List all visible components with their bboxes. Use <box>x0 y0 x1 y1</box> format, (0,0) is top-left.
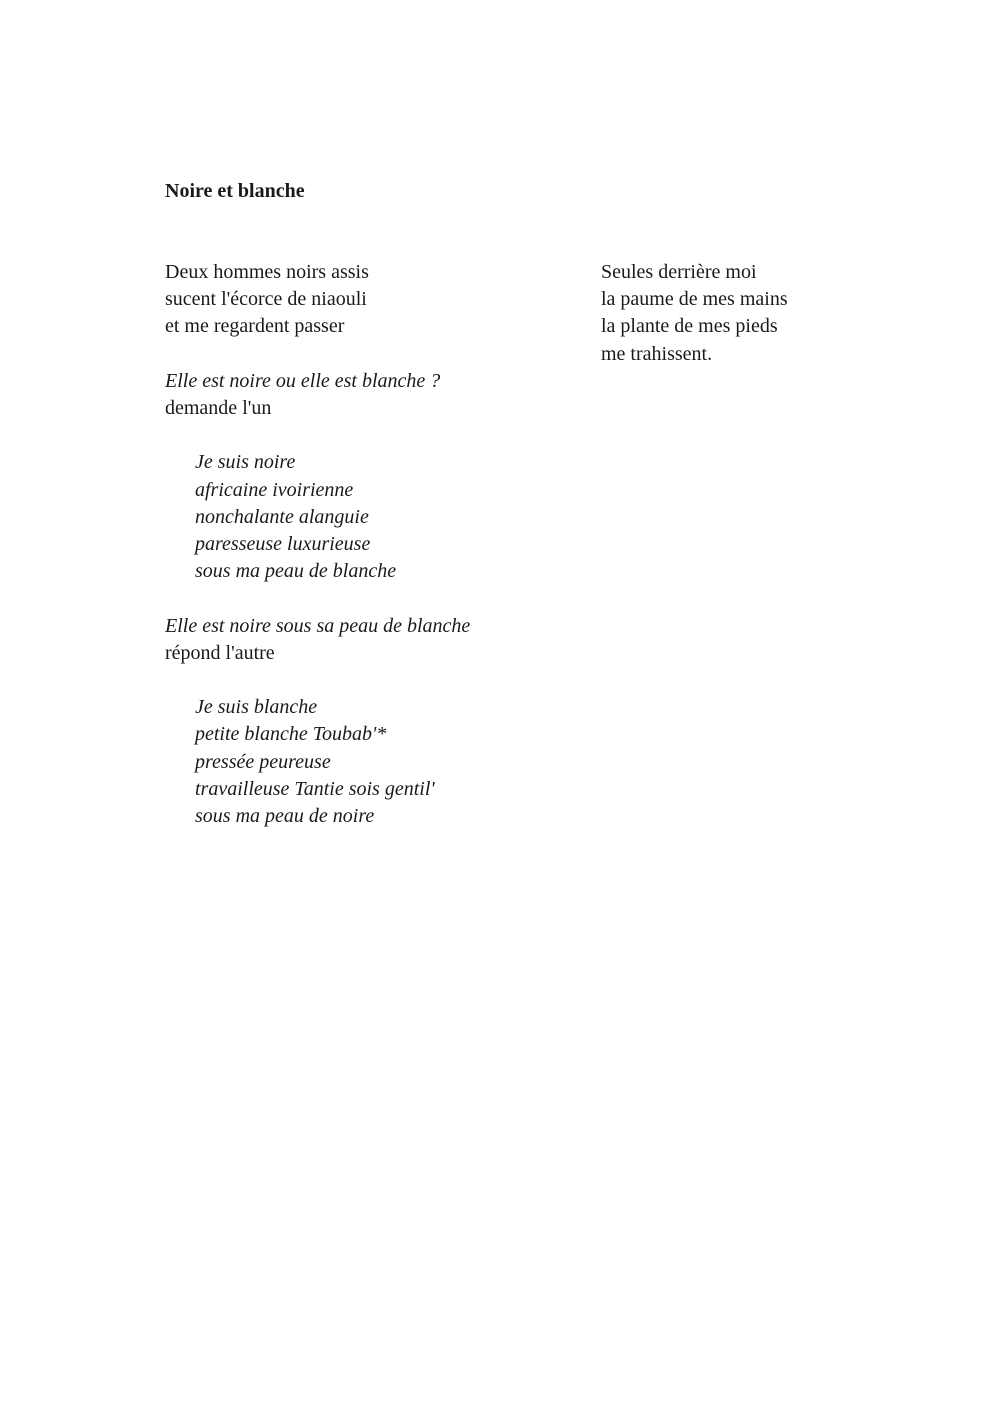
poem-line: sous ma peau de noire <box>195 805 375 827</box>
poem-stanza <box>165 259 565 341</box>
poem-line: petite blanche Toubab'* <box>195 723 387 746</box>
poem-line: Je suis noire <box>195 451 296 474</box>
poem-right-column <box>601 259 901 395</box>
poem-line: demande l'un <box>165 397 272 419</box>
poem-line: paresseuse luxurieuse <box>195 533 371 555</box>
poem-title: Noire et blanche <box>165 180 305 202</box>
poem-line: pressée peureuse <box>195 750 331 773</box>
poem-line: me trahissent. <box>601 342 713 365</box>
poem-line: la plante de mes pieds <box>601 315 778 338</box>
poem-left-column <box>165 259 565 857</box>
poem-line: sous ma peau de blanche <box>195 560 397 583</box>
poem-line: nonchalante alanguie <box>195 505 369 528</box>
poem-line: Elle est noire sous sa peau de blanche <box>165 614 471 637</box>
poem-stanza <box>165 449 565 585</box>
poem-stanza <box>601 259 901 368</box>
poem-line: sucent l'écorce de niaouli <box>165 288 367 311</box>
poem-line: travailleuse Tantie sois gentil' <box>195 777 435 800</box>
poem-line: Deux hommes noirs assis <box>165 261 369 283</box>
poem-stanza <box>165 368 565 422</box>
poem-line: la paume de mes mains <box>601 288 788 311</box>
poem-line: Elle est noire ou elle est blanche ? <box>165 369 441 392</box>
poem-line: répond l'autre <box>165 641 275 664</box>
poem-stanza <box>165 694 565 830</box>
poem-line: et me regardent passer <box>165 315 345 338</box>
poem-line: Je suis blanche <box>195 696 318 719</box>
poem-line: africaine ivoirienne <box>195 478 354 501</box>
poem-line: Seules derrière moi <box>601 261 757 283</box>
poem-stanza <box>165 613 565 667</box>
